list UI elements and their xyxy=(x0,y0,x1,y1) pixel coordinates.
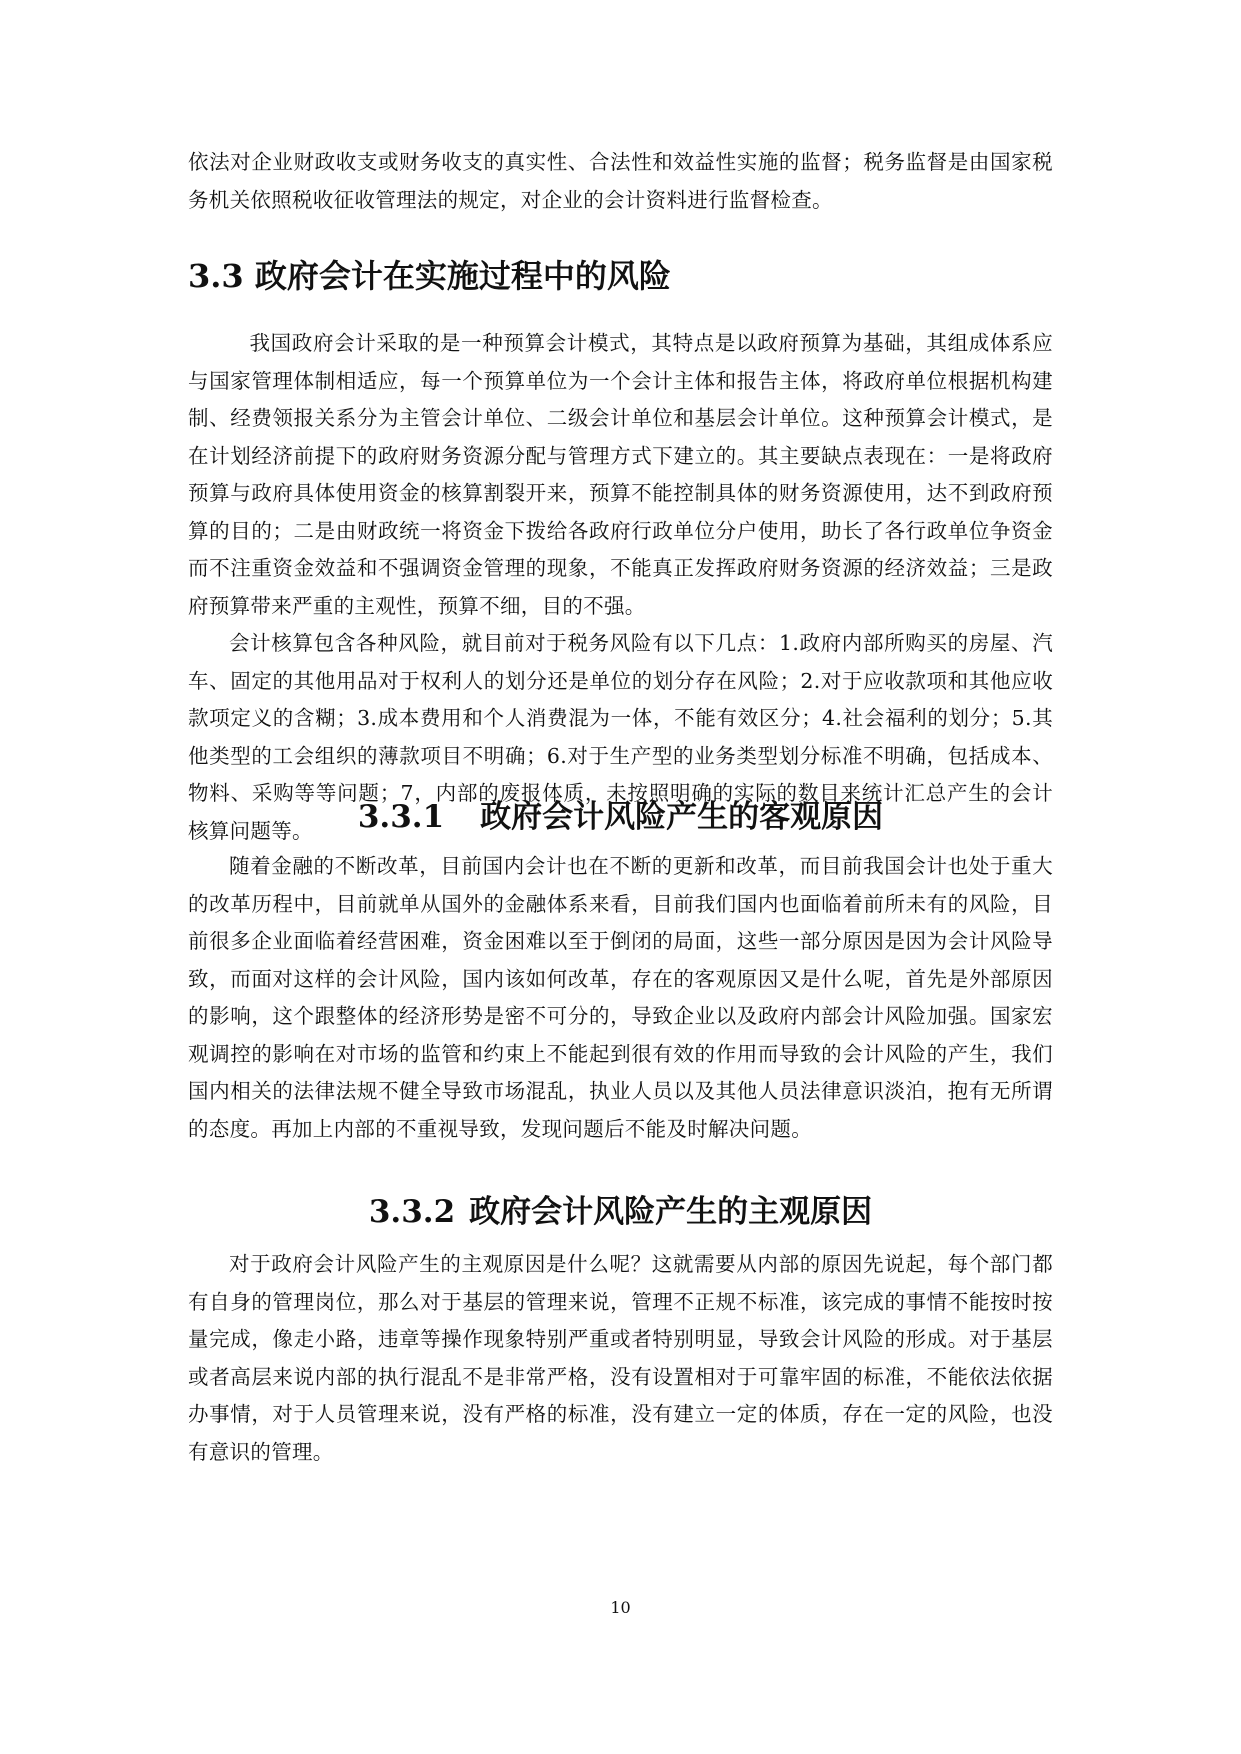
section-title: 政府会计风险产生的客观原因 xyxy=(480,799,884,835)
section-title: 政府会计风险产生的主观原因 xyxy=(469,1194,873,1230)
section-3-3-1-body xyxy=(188,848,1053,1148)
body-paragraph: 我国政府会计采取的是一种预算会计模式，其特点是以政府预算为基础，其组成体系应与国家管理体制相适应，每一个预算单位为一个会计主体和报告主体，将政府单位根据机构建制、经费领报关系分为主管会计单位、二级会计单位和基层会计单位。这种预算会计模式，是在计划经济前提下的政府财务资源分配与管理方式下建立的。其主要缺点表现在：一是将政府预算与政府具体使用资金的核算割裂开来，预算不能控制具体的财务资源使用，达不到政府预算的目的；二是由财政统一将资金下拨给各政府行政单位分户使用，助长了各行政单位争资金而不注重资金效益和不强调资金管理的现象，不能真正发挥政府财务资源的经济效益；三是政府预算带来严重的主观性，预算不细，目的不强。 xyxy=(188,331,1053,618)
section-3-3-body xyxy=(188,325,1053,850)
body-paragraph: 随着金融的不断改革，目前国内会计也在不断的更新和改革，而目前我国会计也处于重大的改革历程中，目前就单从国外的金融体系来看，目前我们国内也面临着前所未有的风险，目前很多企业面临着经营困难，资金困难以至于倒闭的局面，这些一部分原因是因为会计风险导致，而面对这样的会计风险，国内该如何改革，存在的客观原因又是什么呢，首先是外部原因的影响，这个跟整体的经济形势是密不可分的，导致企业以及政府内部会计风险加强。国家宏观调控的影响在对市场的监管和约束上不能起到很有效的作用而导致的会计风险的产生，我们国内相关的法律法规不健全导致市场混乱，执业人员以及其他人员法律意识淡泊，抱有无所谓的态度。再加上内部的不重视导致，发现问题后不能及时解决问题。 xyxy=(188,854,1053,1141)
section-heading-3-3 xyxy=(188,256,671,296)
intro-paragraph xyxy=(188,144,1053,219)
section-number: 3.3 xyxy=(188,257,244,295)
section-heading-3-3-1 xyxy=(188,797,1053,837)
intro-text: 依法对企业财政收支或财务收支的真实性、合法性和效益性实施的监督；税务监督是由国家税务机关依照税收征收管理法的规定，对企业的会计资料进行监督检查。 xyxy=(188,150,1053,212)
section-title: 政府会计在实施过程中的风险 xyxy=(254,257,671,295)
section-number: 3.3.2 xyxy=(368,1194,456,1230)
section-number: 3.3.1 xyxy=(357,799,445,835)
page-number: 10 xyxy=(610,1598,631,1617)
section-3-3-2-body xyxy=(188,1246,1053,1471)
body-paragraph: 对于政府会计风险产生的主观原因是什么呢？这就需要从内部的原因先说起，每个部门都有自身的管理岗位，那么对于基层的管理来说，管理不正规不标准，该完成的事情不能按时按量完成，像走小路，违章等操作现象特别严重或者特别明显，导致会计风险的形成。对于基层或者高层来说内部的执行混乱不是非常严格，没有设置相对于可靠牢固的标准，不能依法依据办事情，对于人员管理来说，没有严格的标准，没有建立一定的体质，存在一定的风险，也没有意识的管理。 xyxy=(188,1252,1053,1464)
section-heading-3-3-2 xyxy=(188,1192,1053,1232)
body-paragraph: 会计核算包含各种风险，就目前对于税务风险有以下几点：1.政府内部所购买的房屋、汽车、固定的其他用品对于权利人的划分还是单位的划分存在风险；2.对于应收款项和其他应收款项定义的含糊；3.成本费用和个人消费混为一体，不能有效区分；4.社会福利的划分；5.其他类型的工会组织的薄款项目不明确；6.对于生产型的业务类型划分标准不明确，包括成本、物料、采购等等问题；7，内部的废报体质，未按照明确的实际的数目来统计汇总产生的会计核算问题等。 xyxy=(188,631,1053,843)
